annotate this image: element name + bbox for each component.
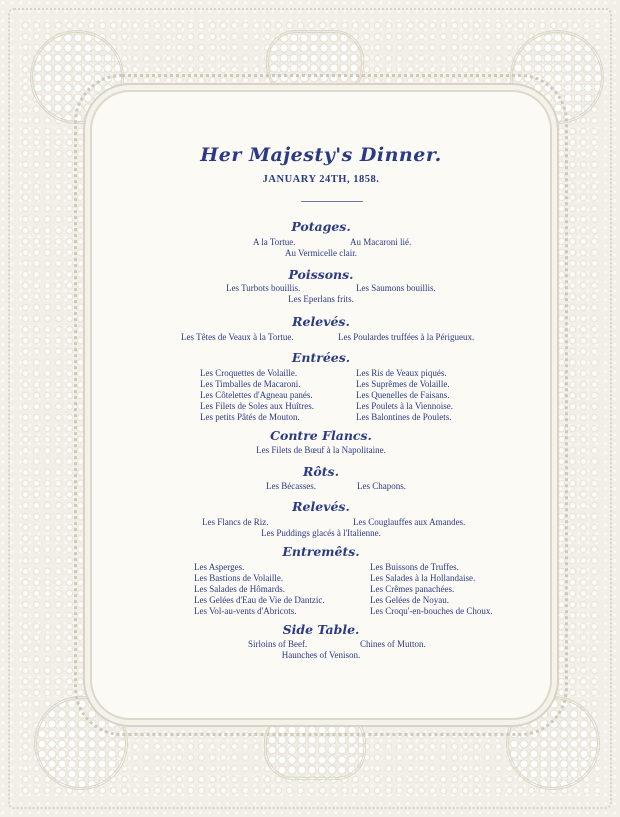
dish: Les Chapons. xyxy=(357,481,406,491)
dish: Les Flancs de Riz. xyxy=(202,517,269,527)
dish: Les Bastions de Volaille. xyxy=(194,573,284,583)
heading-releves: Relevés. xyxy=(292,314,350,329)
dish: A la Tortue. xyxy=(253,237,296,247)
dish: Les Crêmes panachées. xyxy=(370,584,455,594)
dish: Les Timballes de Macaroni. xyxy=(200,379,301,389)
heading-potages: Potages. xyxy=(291,219,351,234)
dish: Les Têtes de Veaux à la Tortue. xyxy=(181,332,294,342)
dish: Les Quenelles de Faisans. xyxy=(356,390,450,400)
dish: Les Gelées d'Eau de Vie de Dantzic. xyxy=(194,595,325,605)
dish: Les Buissons de Truffes. xyxy=(370,562,459,572)
dish: Les Couglauffes aux Amandes. xyxy=(353,517,466,527)
dish: Les Croquettes de Volaille. xyxy=(200,368,298,378)
dish: Au Macaroni lié. xyxy=(350,237,412,247)
divider xyxy=(301,201,363,202)
dish: Les Salades de Hômards. xyxy=(194,584,285,594)
dish: Les Filets de Bœuf à la Napolitaine. xyxy=(256,445,386,455)
dish: Les Bécasses. xyxy=(266,481,316,491)
dish: Haunches of Venison. xyxy=(281,650,361,660)
dish: Les Côtelettes d'Agneau panés. xyxy=(200,390,313,400)
dish: Les Gelées de Noyau. xyxy=(370,595,449,605)
dish: Les Vol-au-vents d'Abricots. xyxy=(194,606,297,616)
dish: Les Poulardes truffées à la Périgueux. xyxy=(338,332,475,342)
heading-entremets: Entremêts. xyxy=(282,544,360,559)
dish: Les Filets de Soles aux Huîtres. xyxy=(200,401,314,411)
dish: Sirloins of Beef. xyxy=(248,639,308,649)
dish: Les Salades à la Hollandaise. xyxy=(370,573,476,583)
dish: Au Vermicelle clair. xyxy=(284,248,358,258)
dish: Les Suprêmes de Volaille. xyxy=(356,379,450,389)
heading-side-table: Side Table. xyxy=(282,622,360,637)
dish: Les Turbots bouillis. xyxy=(226,283,301,293)
dish: Les Eperlans frits. xyxy=(288,294,354,304)
dish: Les Puddings glacés à l'Italienne. xyxy=(261,528,381,538)
dish: Les Poulets à la Viennoise. xyxy=(356,401,454,411)
menu-date: JANUARY 24TH, 1858. xyxy=(262,174,380,185)
heading-poissons: Poissons. xyxy=(288,267,354,282)
dish: Les petits Pâtés de Mouton. xyxy=(200,412,300,422)
heading-releves-2: Relevés. xyxy=(292,499,350,514)
heading-entrees: Entrées. xyxy=(291,350,351,365)
dish: Les Saumons bouillis. xyxy=(356,283,436,293)
dish: Les Asperges. xyxy=(194,562,245,572)
menu-title: Her Majesty's Dinner. xyxy=(200,144,442,166)
dish: Les Croqu'-en-bouches de Choux. xyxy=(370,606,493,616)
dish: Les Ris de Veaux piqués. xyxy=(356,368,447,378)
heading-rots: Rôts. xyxy=(303,464,339,479)
dish: Chines of Mutton. xyxy=(360,639,426,649)
dish: Les Balontines de Poulets. xyxy=(356,412,452,422)
heading-contre-flancs: Contre Flancs. xyxy=(270,428,372,443)
